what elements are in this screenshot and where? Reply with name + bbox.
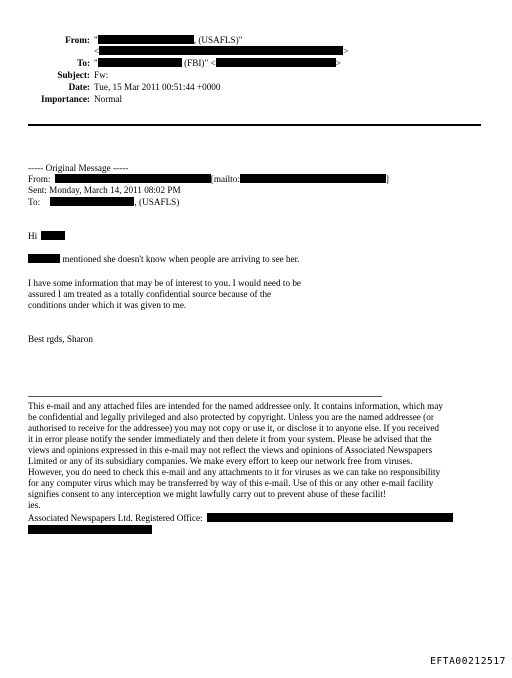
date-label: Date:: [68, 82, 90, 92]
original-to-suffix: , (USAFLS): [134, 197, 180, 207]
subject-label: Subject:: [57, 70, 90, 80]
redaction-block: [50, 197, 134, 206]
registered-office-label: Associated Newspapers Ltd. Registered Office:: [28, 513, 203, 523]
registered-office-line: [28, 513, 453, 525]
original-to-line: [28, 197, 179, 209]
original-from-line: [28, 174, 389, 186]
original-sent-line: Sent: Monday, March 14, 2011 08:02 PM: [28, 185, 181, 195]
to-label: To:: [77, 58, 90, 68]
disclaimer-line: Limited or any of its subsidiary companies. We make every effort to keep our network free from viruses.: [28, 456, 413, 466]
to-mid: (FBI)" <: [181, 58, 216, 68]
disclaimer-line: views and opinions expressed in this e-mail may not reflect the views and opinions of Associated Newspapers: [28, 445, 433, 455]
document-id: EFTA00212517: [430, 656, 506, 668]
to-value: [94, 58, 341, 70]
importance-value: Normal: [94, 94, 123, 104]
original-to-label: To:: [28, 197, 41, 207]
disclaimer-line: for any computer virus which may be transferred by way of this e-mail. Use of this or any other e-mail facility: [28, 478, 434, 488]
header-divider: [28, 124, 481, 126]
redaction-block: [28, 254, 60, 263]
from-value: [94, 35, 242, 47]
subject-value: Fw:: [94, 70, 109, 80]
disclaimer-line: This e-mail and any attached files are intended for the named addressee only. It contains information, which may: [28, 401, 443, 411]
redaction-block: [216, 58, 336, 67]
from-address-open: <: [94, 46, 100, 56]
from-address-close: >: [343, 46, 349, 56]
disclaimer-line: signifies consent to any interception we might lawfully carry out to prevent abuse of these facilit!: [28, 489, 386, 499]
from-suffix: , (USAFLS)": [193, 35, 243, 45]
original-from-label: From:: [28, 174, 51, 184]
greeting-line: [28, 231, 65, 243]
body-para-2-line-1: I have some information that may be of interest to you. I would need to be: [28, 278, 302, 288]
body-para-2-line-3: conditions under which it was given to me.: [28, 300, 187, 310]
to-open-quote: ": [94, 58, 98, 68]
disclaimer-line: it in error please notify the sender immediately and then delete it from your system. Please be advised that the: [28, 434, 432, 444]
greeting: Hi: [28, 231, 38, 241]
body-para-2-line-2: assured I am treated as a totally confidential source because of the: [28, 289, 272, 299]
from-label: From:: [65, 35, 90, 45]
redaction-block: [99, 46, 343, 55]
redaction-block: [41, 231, 65, 240]
mailto-open: [mailto:: [210, 174, 240, 184]
disclaimer-divider: [28, 396, 382, 397]
from-address: [94, 46, 348, 58]
redaction-block: [98, 58, 182, 67]
disclaimer-line: However, you do need to check this e-mail and any attachments to it for viruses as we can take no responsibility: [28, 467, 441, 477]
disclaimer-line: authorised to receive for the addressee) you may not copy or use it, or disclose it to anyone else. If you received: [28, 423, 440, 433]
signoff: Best rgds, Sharon: [28, 334, 93, 344]
body-line-1: [28, 254, 299, 266]
registered-office-line-2: [28, 525, 152, 537]
disclaimer-line: ies.: [28, 500, 41, 510]
redaction-block: [240, 174, 386, 183]
to-close: >: [335, 58, 341, 68]
mailto-close: ]: [385, 174, 389, 184]
redaction-block: [98, 35, 194, 44]
from-open-quote: ": [94, 35, 98, 45]
importance-label: Importance:: [41, 94, 90, 104]
redaction-block: [28, 525, 152, 534]
body-line-1-text: mentioned she doesn't know when people are arriving to see her.: [60, 254, 300, 264]
date-value: Tue, 15 Mar 2011 00:51:44 +0000: [94, 82, 221, 92]
original-message-banner: ----- Original Message -----: [28, 163, 129, 173]
redaction-block: [55, 174, 211, 183]
disclaimer-line: be confidential and legally privileged and also protected by copyright. Unless you are the named addressee (or: [28, 412, 434, 422]
redaction-block: [207, 513, 453, 522]
